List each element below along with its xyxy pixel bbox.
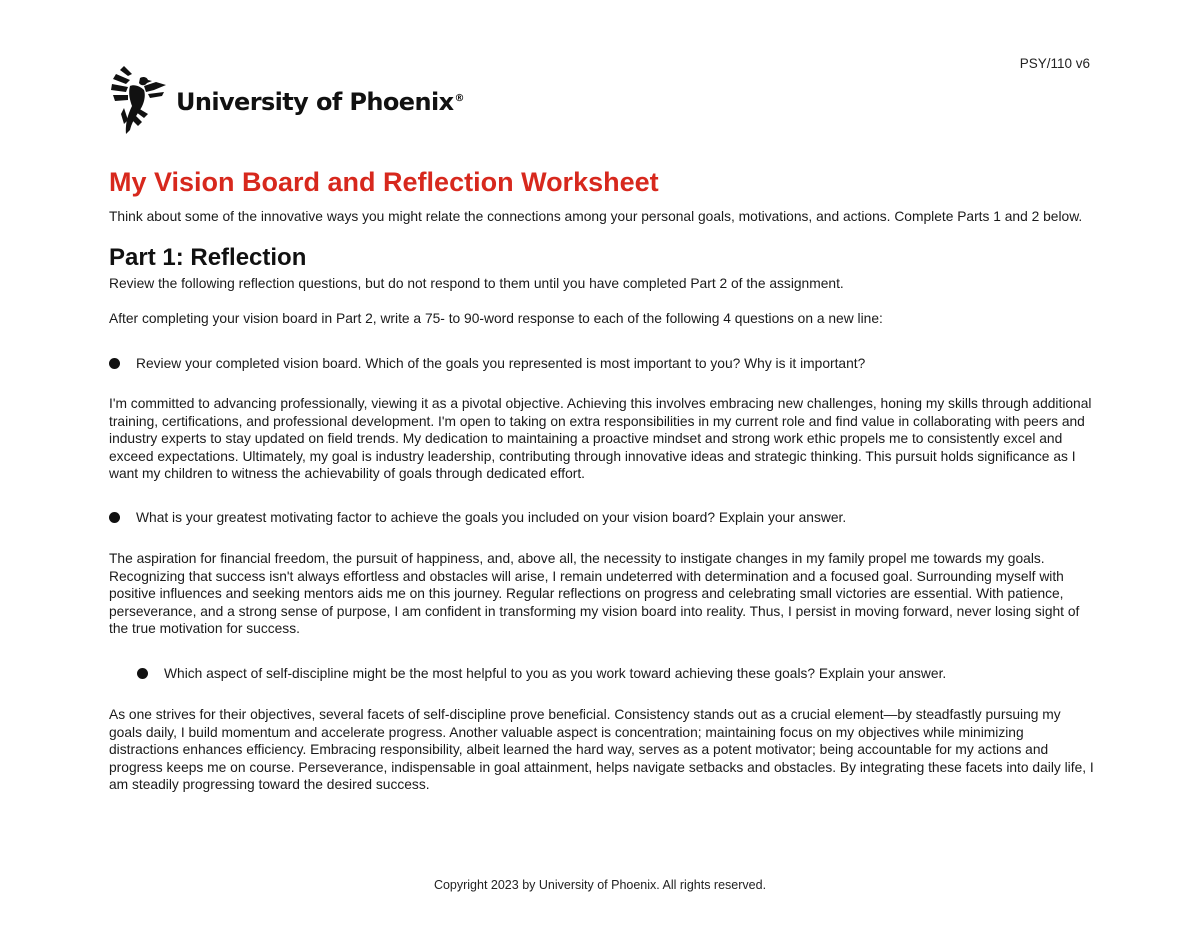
- review-note: Review the following reflection questions, but do not respond to them until you have completed Part 2 of the assignment.: [109, 275, 844, 291]
- copyright-footer: Copyright 2023 by University of Phoenix. All rights reserved.: [433, 878, 767, 892]
- question-2-text: What is your greatest motivating factor to achieve the goals you included on your vision board? Explain your answer.: [136, 509, 847, 525]
- part1-heading: Part 1: Reflection: [109, 243, 307, 271]
- question-2: [109, 509, 1094, 527]
- question-1: [109, 355, 1094, 373]
- question-3: [109, 665, 1094, 683]
- question-3-text: Which aspect of self-discipline might be the most helpful to you as you work toward achieving these goals? Explain your answer.: [164, 665, 947, 681]
- registered-mark: ®: [454, 93, 464, 104]
- page-title: My Vision Board and Reflection Worksheet: [109, 167, 659, 197]
- after-note: After completing your vision board in Part 2, write a 75- to 90-word response to each of the following 4 questions on a new line:: [109, 311, 883, 326]
- logo-text: University of Phoenix: [176, 88, 454, 116]
- answer-3: As one strives for their objectives, several facets of self-discipline prove beneficial. Consistency stands out as a crucial element—by steadfastly pursuing my goals daily, I build momentum and accelerate progress. Another valuable aspect is concentration; maintaining focus on my objectives while minimizing distractions enhances efficiency. Embracing responsibility, albeit learned the hard way, serves as a potent motivator; being accountable for my actions and progress keeps me on course. Perseverance, indispensable in goal attainment, helps navigate setbacks and obstacles. By integrating these facets into daily life, I am steadily progressing toward the desired success.: [109, 707, 1094, 792]
- bullet-icon: [109, 512, 120, 523]
- phoenix-bird-icon: [110, 64, 172, 136]
- university-logo: [110, 64, 464, 136]
- answer-2: The aspiration for financial freedom, the pursuit of happiness, and, above all, the necessity to instigate changes in my family propel me towards my goals. Recognizing that success isn't always effortless and obstacles will arise, I remain undeterred with determination and a focused goal. Surrounding myself with positive influences and seeking mentors aids me on this journey. Regular reflections on progress and celebrating small victories are essential. With patience, perseverance, and a strong sense of purpose, I am confident in transforming my vision board into reality. Thus, I persist in moving forward, never losing sight of the true motivation for success.: [109, 551, 1080, 636]
- document-body: [109, 164, 1094, 794]
- answer-1: I'm committed to advancing professionally, viewing it as a pivotal objective. Achieving this involves embracing new challenges, honing my skills through additional training, certifications, and professional development. I'm open to taking on extra responsibilities in my current role and find value in collaborating with peers and industry experts to stay updated on field trends. My dedication to maintaining a proactive mindset and strong work ethic propels me to consistently excel and exceed expectations. Ultimately, my goal is industry leadership, contributing through innovative ideas and strategic thinking. This pursuit holds significance as I want my children to witness the achievability of goals through dedicated effort.: [109, 396, 1092, 481]
- bullet-icon: [137, 668, 148, 679]
- logo-wordmark: [176, 88, 464, 116]
- course-code: PSY/110 v6: [1019, 56, 1090, 71]
- question-1-text: Review your completed vision board. Which of the goals you represented is most important to you? Why is it important?: [136, 355, 866, 371]
- bullet-icon: [109, 358, 120, 369]
- intro-text: Think about some of the innovative ways you might relate the connections among your personal goals, motivations, and actions. Complete Parts 1 and 2 below.: [109, 209, 1083, 224]
